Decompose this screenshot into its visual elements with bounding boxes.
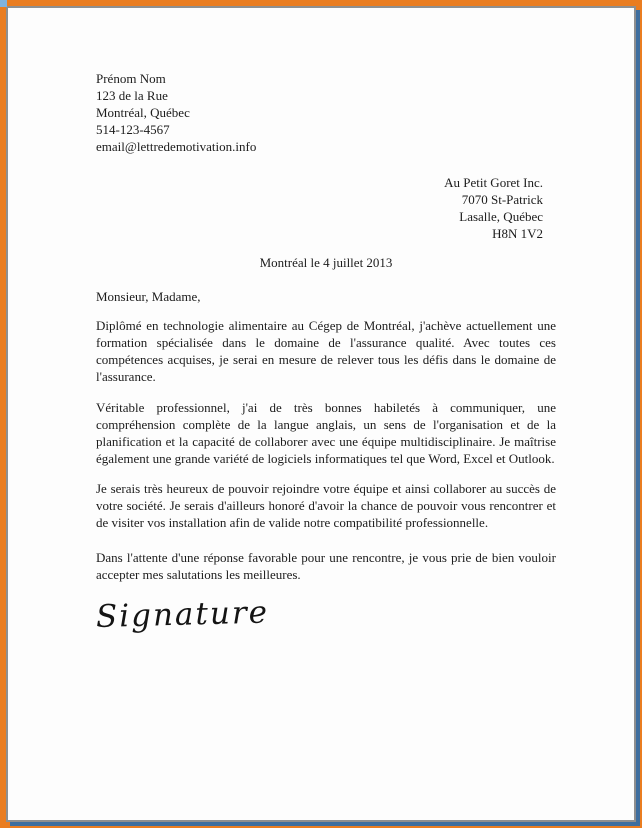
selection-handle[interactable] bbox=[0, 0, 7, 7]
closing-paragraph: Dans l'attente d'une réponse favorable pour une rencontre, je vous prie de bien vouloir accepter mes salutations les meilleures. bbox=[96, 550, 556, 582]
salutation: Monsieur, Madame, bbox=[96, 289, 201, 304]
recipient-address bbox=[96, 174, 556, 242]
recipient-company: Au Petit Goret Inc. bbox=[444, 175, 543, 190]
body-paragraph: Je serais très heureux de pouvoir rejoindre votre équipe et ainsi collaborer au succès de votre société. Je serais d'ailleurs honoré d'avoir la chance de pouvoir vous rencontrer et de visiter vos installation afin de valide notre compatibilité professionnelle. bbox=[96, 481, 556, 530]
sender-phone: 514-123-4567 bbox=[96, 122, 170, 137]
recipient-postal-code: H8N 1V2 bbox=[492, 226, 543, 241]
body-paragraph: Véritable professionnel, j'ai de très bonnes habiletés à communiquer, une compréhension complète de la langue anglais, un sens de l'organisation et de la planification et la capacité de collaborer avec une équipe multidisciplinaire. Je maîtrise également une grande variété de logiciels informatiques tel que Word, Excel et Outlook. bbox=[96, 400, 556, 466]
letter-page bbox=[6, 6, 636, 822]
body-paragraph: Diplômé en technologie alimentaire au Cégep de Montréal, j'achève actuellement une formation spécialisée dans le domaine de l'assurance qualité. Avec toutes ces compétences acquises, je serai en mesure de relever tous les défis dans le domaine de l'assurance. bbox=[96, 318, 556, 384]
sender-email: email@lettredemotivation.info bbox=[96, 139, 257, 154]
recipient-street: 7070 St-Patrick bbox=[461, 192, 543, 207]
sender-address bbox=[96, 70, 556, 155]
date-line: Montréal le 4 juillet 2013 bbox=[259, 255, 393, 270]
signature: Signature bbox=[95, 594, 270, 635]
letter-content bbox=[8, 8, 634, 820]
recipient-city: Lasalle, Québec bbox=[459, 209, 543, 224]
sender-street: 123 de la Rue bbox=[96, 88, 168, 103]
sender-city: Montréal, Québec bbox=[96, 105, 190, 120]
sender-name: Prénom Nom bbox=[96, 71, 166, 86]
